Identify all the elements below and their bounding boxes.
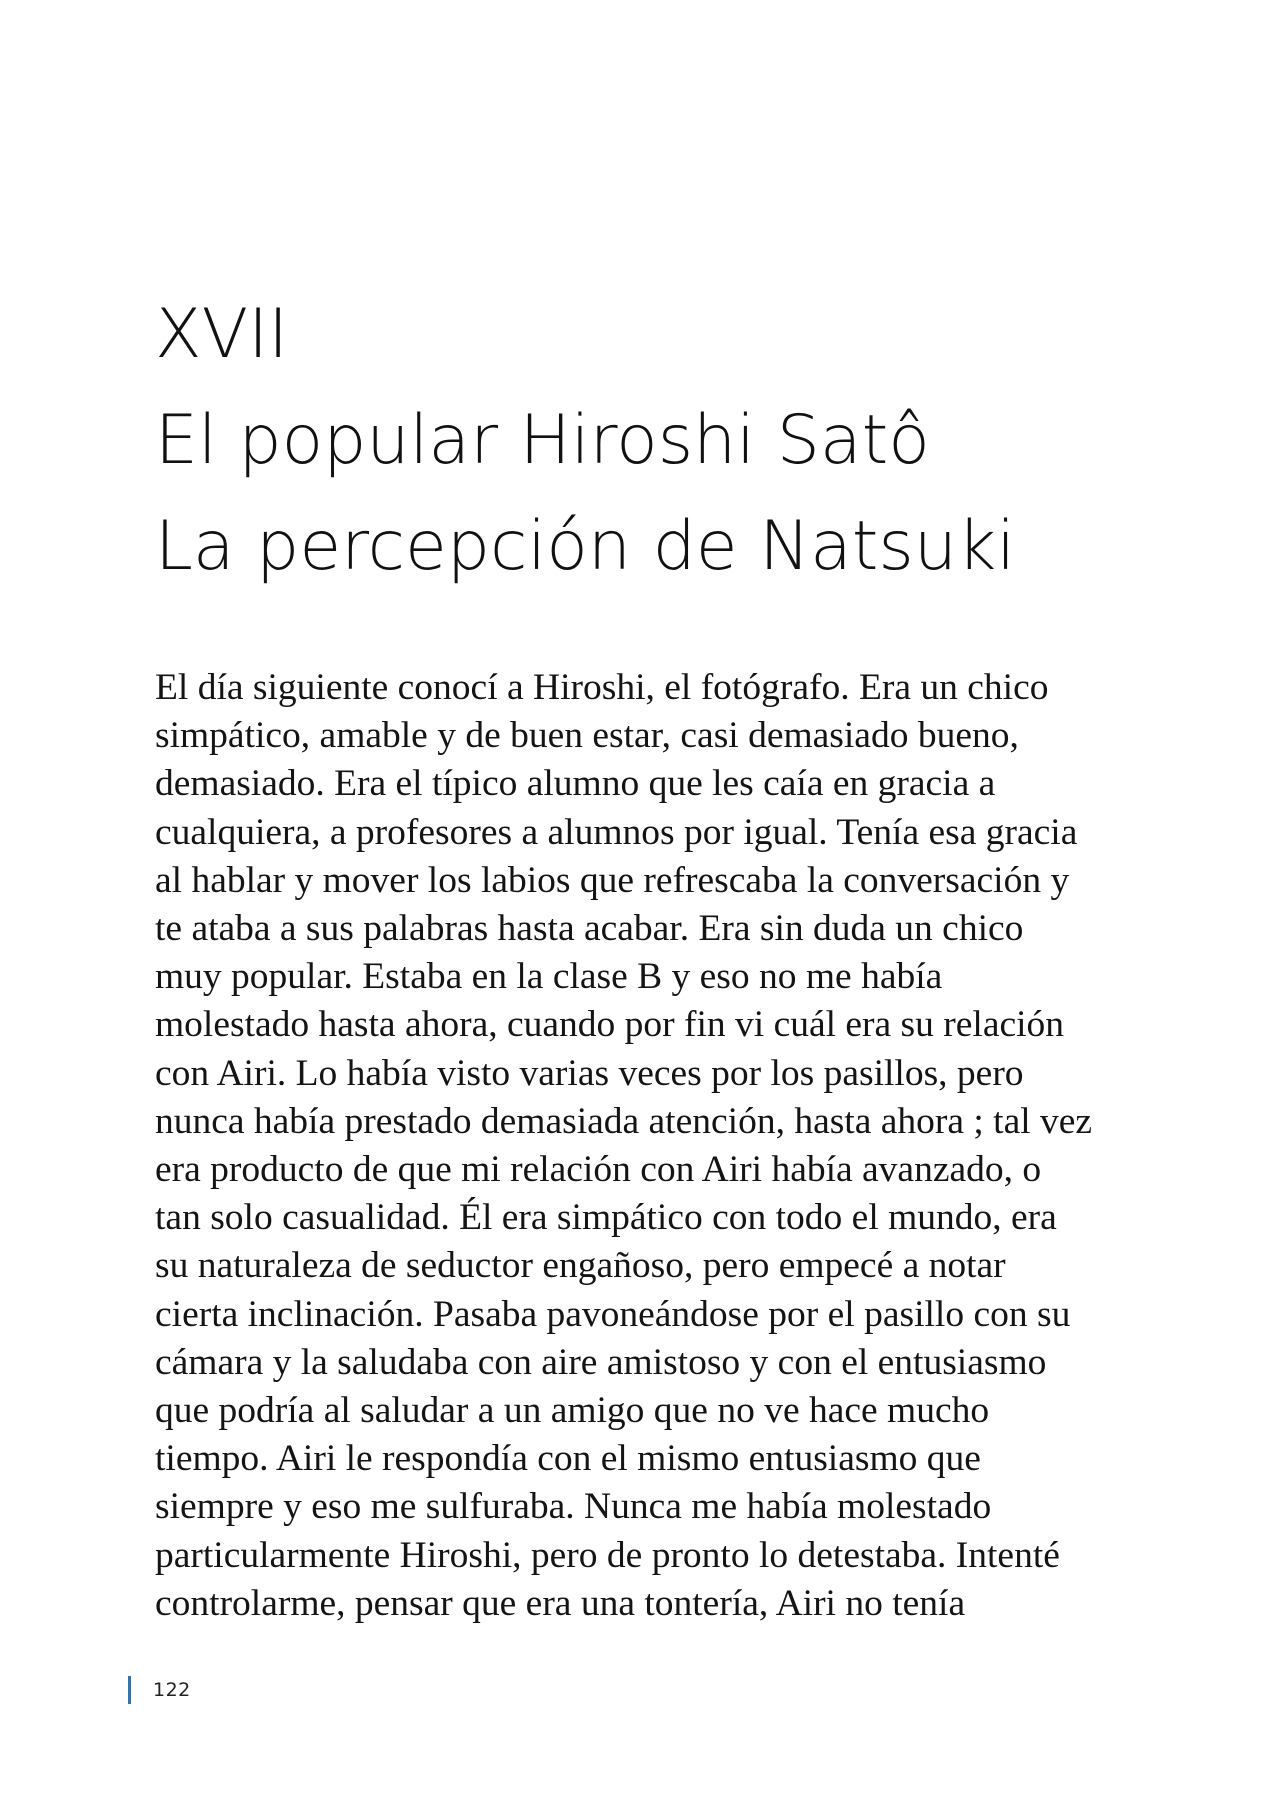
footer-rule [128,1676,131,1704]
body-line: siempre y eso me sulfuraba. Nunca me había molestado [155,1486,992,1528]
body-line: nunca había prestado demasiada atención, hasta ahora ; tal vez [155,1100,1093,1142]
body-paragraph [155,664,1155,1628]
body-line: al hablar y mover los labios que refrescaba la conversación y [155,859,1070,901]
body-line: demasiado. Era el típico alumno que les caía en gracia a [155,763,996,805]
chapter-title-line-1: El popular Hiroshi Satô [155,401,930,480]
chapter-heading [155,282,1155,600]
page-number: 122 [153,1679,191,1701]
body-line: cualquiera, a profesores a alumnos por igual. Tenía esa gracia [155,811,1078,853]
page-footer [128,1672,191,1708]
body-line: que podría al saludar a un amigo que no ve hace mucho [155,1390,990,1432]
body-line: particularmente Hiroshi, pero de pronto lo detestaba. Intenté [155,1534,1060,1576]
body-line: era producto de que mi relación con Airi había avanzado, o [155,1149,1042,1191]
body-line: con Airi. Lo había visto varias veces por los pasillos, pero [155,1052,1024,1094]
chapter-number: XVII [155,295,289,374]
body-line: simpático, amable y de buen estar, casi demasiado bueno, [155,715,1019,757]
body-line: El día siguiente conocí a Hiroshi, el fotógrafo. Era un chico [155,667,1049,708]
body-line: muy popular. Estaba en la clase B y eso no me había [155,956,943,998]
body-line: cierta inclinación. Pasaba pavoneándose por el pasillo con su [155,1293,1071,1335]
body-line: tiempo. Airi le respondía con el mismo entusiasmo que [155,1438,981,1480]
body-line: su naturaleza de seductor engañoso, pero empecé a notar [155,1245,1006,1287]
body-line: tan solo casualidad. Él era simpático con todo el mundo, era [155,1197,1057,1239]
chapter-title-line-2: La percepción de Natsuki [155,507,1016,586]
body-line: molestado hasta ahora, cuando por fin vi cuál era su relación [155,1004,1065,1046]
body-line: te ataba a sus palabras hasta acabar. Era sin duda un chico [155,908,1024,950]
body-line: cámara y la saludaba con aire amistoso y con el entusiasmo [155,1341,1047,1383]
body-line: controlarme, pensar que era una tontería, Airi no tenía [155,1582,966,1624]
